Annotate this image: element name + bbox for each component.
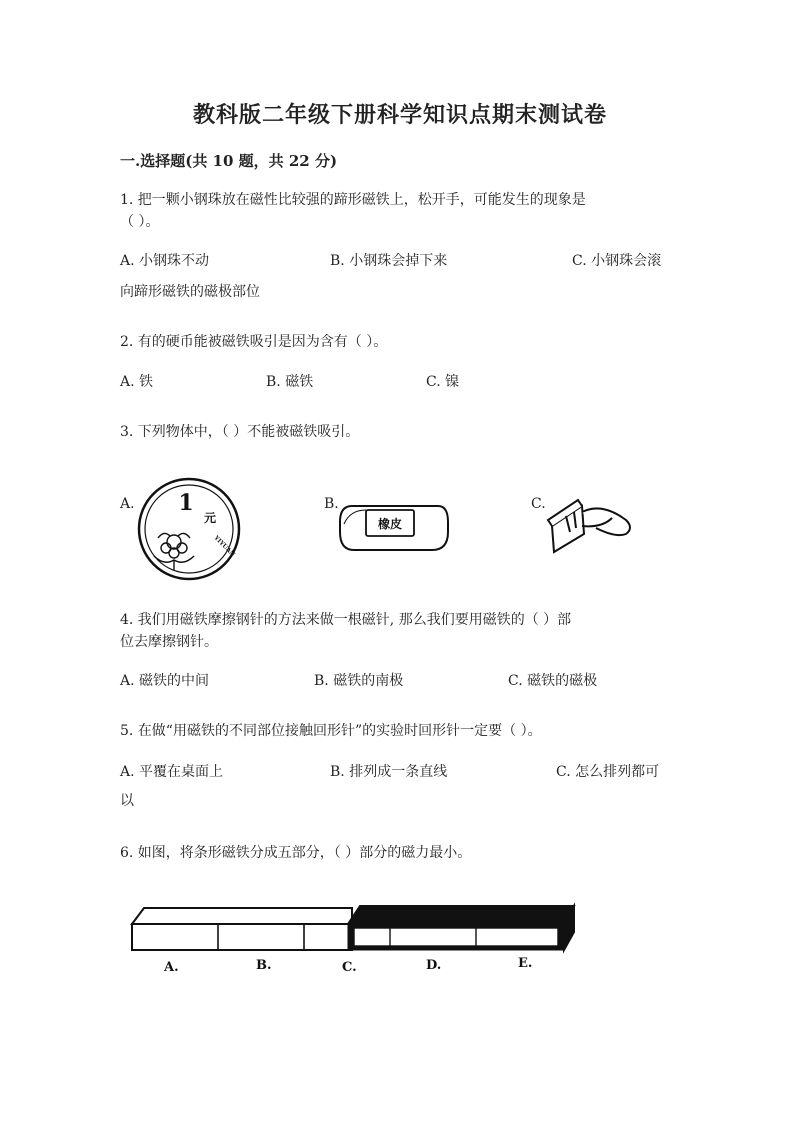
question-5-option-b: B. 排列成一条直线: [330, 764, 448, 780]
magnet-label-a: A.: [164, 960, 179, 975]
question-5-option-c: C. 怎么排列都可: [556, 764, 660, 780]
question-1-option-b: B. 小钢珠会掉下来: [330, 253, 448, 269]
question-1-option-a: A. 小钢珠不动: [120, 253, 210, 269]
magnet-label-d: D.: [426, 958, 442, 973]
section-heading: 一.选择题(共 10 题，共 22 分): [120, 152, 338, 170]
question-2-option-c: C. 镍: [426, 374, 460, 390]
binder-clip-illustration: [546, 492, 638, 554]
magnet-label-b: B.: [256, 958, 272, 973]
eraser-label: 橡皮: [377, 517, 403, 531]
magnet-label-e: E.: [518, 956, 533, 971]
question-3-option-c: C.: [531, 496, 546, 512]
question-6-text: 6. 如图，将条形磁铁分成五部分，（ ）部分的磁力最小。: [120, 845, 472, 861]
coin-unit: 元: [204, 511, 217, 525]
question-3-option-b: B.: [324, 496, 339, 512]
question-3-option-a: A.: [120, 496, 135, 512]
question-1-blank: （ ）。: [120, 214, 160, 230]
coin-illustration: [136, 476, 242, 582]
question-4-option-b: B. 磁铁的南极: [314, 673, 404, 689]
eraser-illustration: [338, 498, 450, 556]
question-5-option-c-continued: 以: [120, 793, 134, 809]
question-1-option-c-continued: 向蹄形磁铁的磁极部位: [120, 284, 260, 300]
question-4-option-a: A. 磁铁的中间: [120, 673, 210, 689]
bar-magnet-illustration: [128, 898, 580, 980]
question-2-option-b: B. 磁铁: [266, 374, 314, 390]
page-title: 教科版二年级下册科学知识点期末测试卷: [192, 102, 607, 128]
question-1-option-c: C. 小钢珠会滚: [572, 253, 662, 269]
question-5-text: 5. 在做“用磁铁的不同部位接触回形针”的实验时回形针一定要（ ）。: [120, 723, 542, 739]
question-4-option-c: C. 磁铁的磁极: [508, 673, 598, 689]
question-4-text: 4. 我们用磁铁摩擦钢针的方法来做一根磁针, 那么我们要用磁铁的（ ）部: [120, 612, 572, 628]
coin-pinyin: YIYUAN: [212, 534, 237, 559]
question-2-option-a: A. 铁: [120, 374, 154, 390]
magnet-label-c: C.: [342, 960, 357, 975]
question-2-text: 2. 有的硬币能被磁铁吸引是因为含有（ ）。: [120, 334, 388, 350]
question-4-text-continued: 位去摩擦钢针。: [120, 634, 218, 650]
question-1-text: 1. 把一颗小钢珠放在磁性比较强的蹄形磁铁上，松开手，可能发生的现象是: [120, 192, 586, 208]
question-3-text: 3. 下列物体中，（ ）不能被磁铁吸引。: [120, 424, 360, 440]
question-5-option-a: A. 平覆在桌面上: [120, 764, 224, 780]
coin-numeral: 1: [178, 490, 194, 516]
